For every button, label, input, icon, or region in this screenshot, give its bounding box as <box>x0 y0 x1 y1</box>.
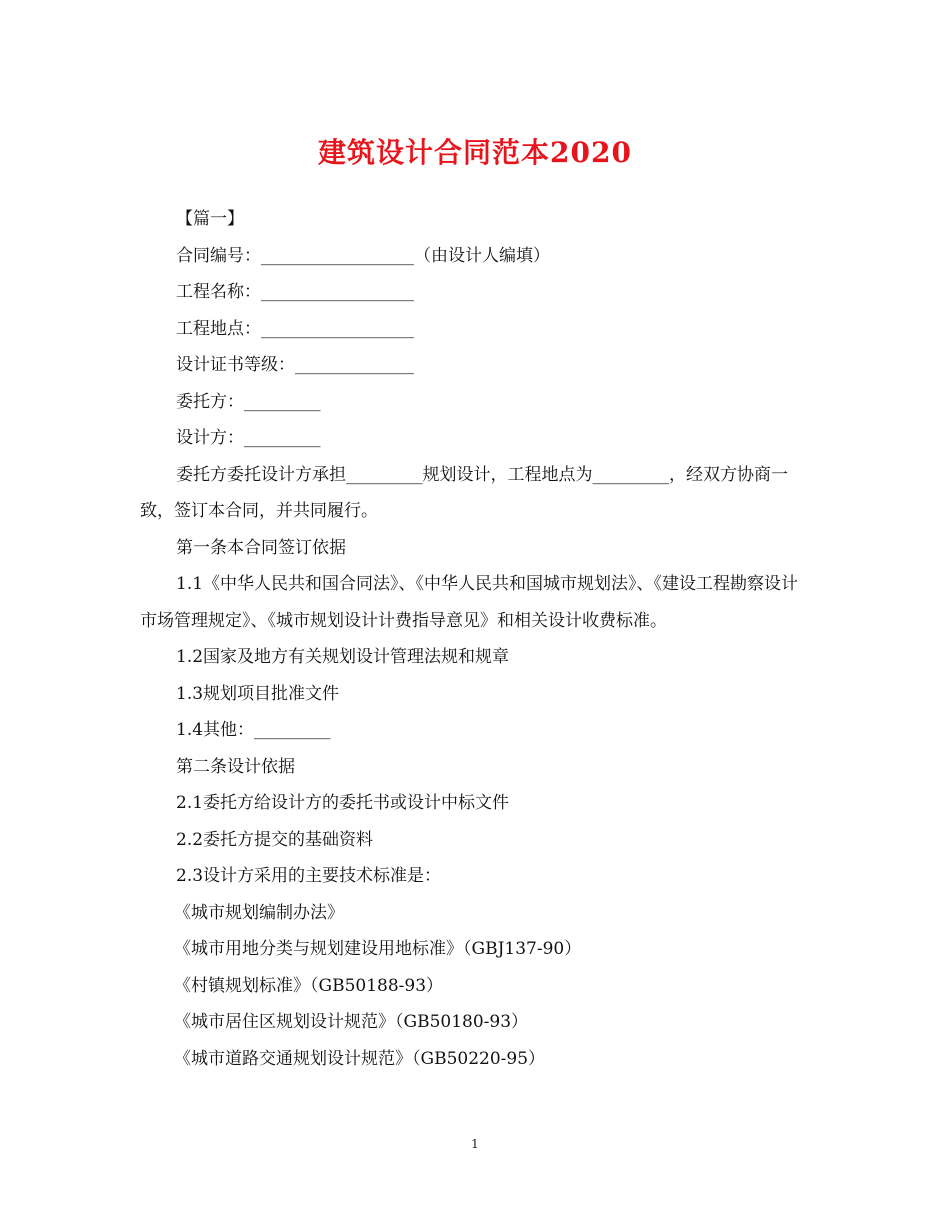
designer-line: 设计方：_________ <box>176 428 321 448</box>
project-location-line: 工程地点：__________________ <box>176 318 414 339</box>
standard-item: 《村镇规划标准》（GB50188-93） <box>174 975 444 996</box>
clause-1-4: 1.4其他：_________ <box>176 720 331 740</box>
standard-item: 《城市用地分类与规划建设用地标准》（GBJ137-90） <box>174 939 582 959</box>
clause-1-2: 1.2国家及地方有关规划设计管理法规和规章 <box>176 647 510 667</box>
page-number: 1 <box>471 1137 479 1151</box>
clause-1-3: 1.3规划项目批准文件 <box>176 683 340 704</box>
standard-item: 《城市道路交通规划设计规范》（GB50220-95） <box>174 1048 546 1069</box>
contract-number-line: 合同编号：__________________（由设计人编填） <box>176 245 550 266</box>
document-body <box>140 201 812 1077</box>
project-name-line: 工程名称：__________________ <box>176 282 414 302</box>
section-label: 【篇一】 <box>176 209 244 229</box>
client-line: 委托方：_________ <box>176 391 321 412</box>
clause-2-1: 2.1委托方给设计方的委托书或设计中标文件 <box>176 793 510 813</box>
article-1-heading: 第一条本合同签订依据 <box>176 537 346 558</box>
clause-1-1: 1.1《中华人民共和国合同法》、《中华人民共和国城市规划法》、《建设工程勘察设计市场管理规定》、《城市规划设计计费指导意见》和相关设计收费标准。 <box>140 574 799 631</box>
intro-paragraph: 委托方委托设计方承担_________规划设计，工程地点为_________，经双方协商一致，签订本合同，并共同履行。 <box>140 464 788 521</box>
clause-2-2: 2.2委托方提交的基础资料 <box>176 829 374 850</box>
article-2-heading: 第二条设计依据 <box>176 756 295 777</box>
standard-item: 《城市规划编制办法》 <box>174 902 344 923</box>
certificate-grade-line: 设计证书等级：______________ <box>176 355 414 375</box>
clause-2-3: 2.3设计方采用的主要技术标准是： <box>176 866 442 886</box>
document-title: 建筑设计合同范本2020 <box>318 136 632 169</box>
standard-item: 《城市居住区规划设计规范》（GB50180-93） <box>174 1012 529 1032</box>
